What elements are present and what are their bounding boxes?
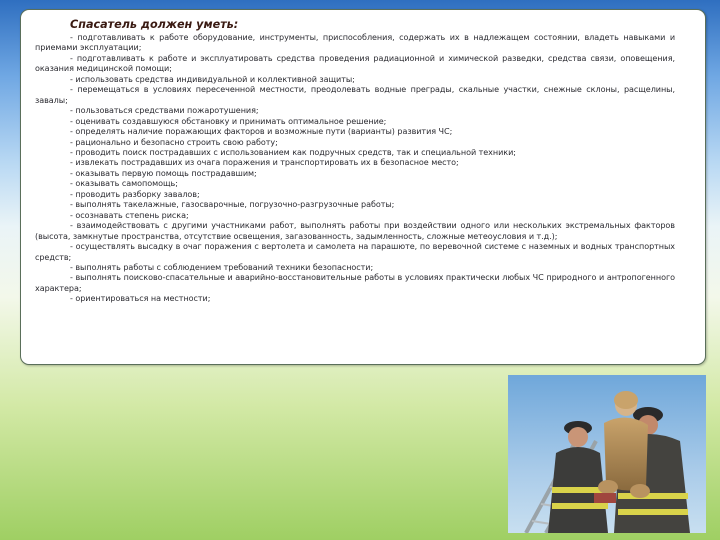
list-item: - взаимодействовать с другими участниками работ, выполнять работы при воздействии одного или нескольких экстремальных факторов (высота, замкнутые пространства, отсутствие освещения, загазованность, задымленность, сложные метеоусловия и т.д.); [35, 221, 675, 241]
list-item: - использовать средства индивидуальной и коллективной защиты; [70, 74, 355, 84]
list-item: - рационально и безопасно строить свою работу; [70, 137, 278, 147]
list-item: - перемещаться в условиях пересеченной местности, преодолевать водные преграды, скальные участки, снежные склоны, расщелины, завалы; [35, 85, 675, 105]
list-item: - ориентироваться на местности; [70, 294, 211, 304]
list-item: - выполнять работы с соблюдением требований техники безопасности; [70, 262, 374, 272]
list-item: - выполнять такелажные, газосварочные, погрузочно-разгрузочные работы; [70, 200, 395, 210]
list-item: - извлекать пострадавших из очага поражения и транспортировать их в безопасное место; [70, 158, 459, 168]
skills-text-panel [20, 9, 706, 365]
list-item: - выполнять поисково-спасательные и аварийно-восстановительные работы в условиях практически любых ЧС природного и антропогенного характера; [35, 273, 675, 293]
list-item: - оценивать создавшуюся обстановку и принимать оптимальное решение; [70, 116, 387, 126]
skills-list [35, 33, 675, 305]
list-item: - оказывать самопомощь; [70, 179, 178, 189]
list-item: - оказывать первую помощь пострадавшим; [70, 168, 257, 178]
slide-title: Спасатель должен уметь: [70, 18, 239, 31]
list-item: - определять наличие поражающих факторов и возможные пути (варианты) развития ЧС; [70, 127, 453, 137]
list-item: - осуществлять высадку в очаг поражения с вертолета и самолета на парашюте, по веревочной системе с наземных и водных транспортных средств; [35, 242, 675, 262]
list-item: - проводить разборку завалов; [70, 189, 200, 199]
list-item: - подготавливать к работе оборудование, инструменты, приспособления, содержать их в надлежащем состоянии, владеть навыками и приемами эксплуатации; [35, 33, 675, 53]
list-item: - осознавать степень риска; [70, 210, 189, 220]
rescuers-photo [508, 375, 706, 533]
list-item: - пользоваться средствами пожаротушения; [70, 106, 259, 116]
list-item: - проводить поиск пострадавших с использованием как подручных средств, так и специальной техники; [70, 147, 516, 157]
list-item: - подготавливать к работе и эксплуатировать средства проведения радиационной и химической разведки, средства связи, оповещения, оказания медицинской помощи; [35, 53, 675, 74]
